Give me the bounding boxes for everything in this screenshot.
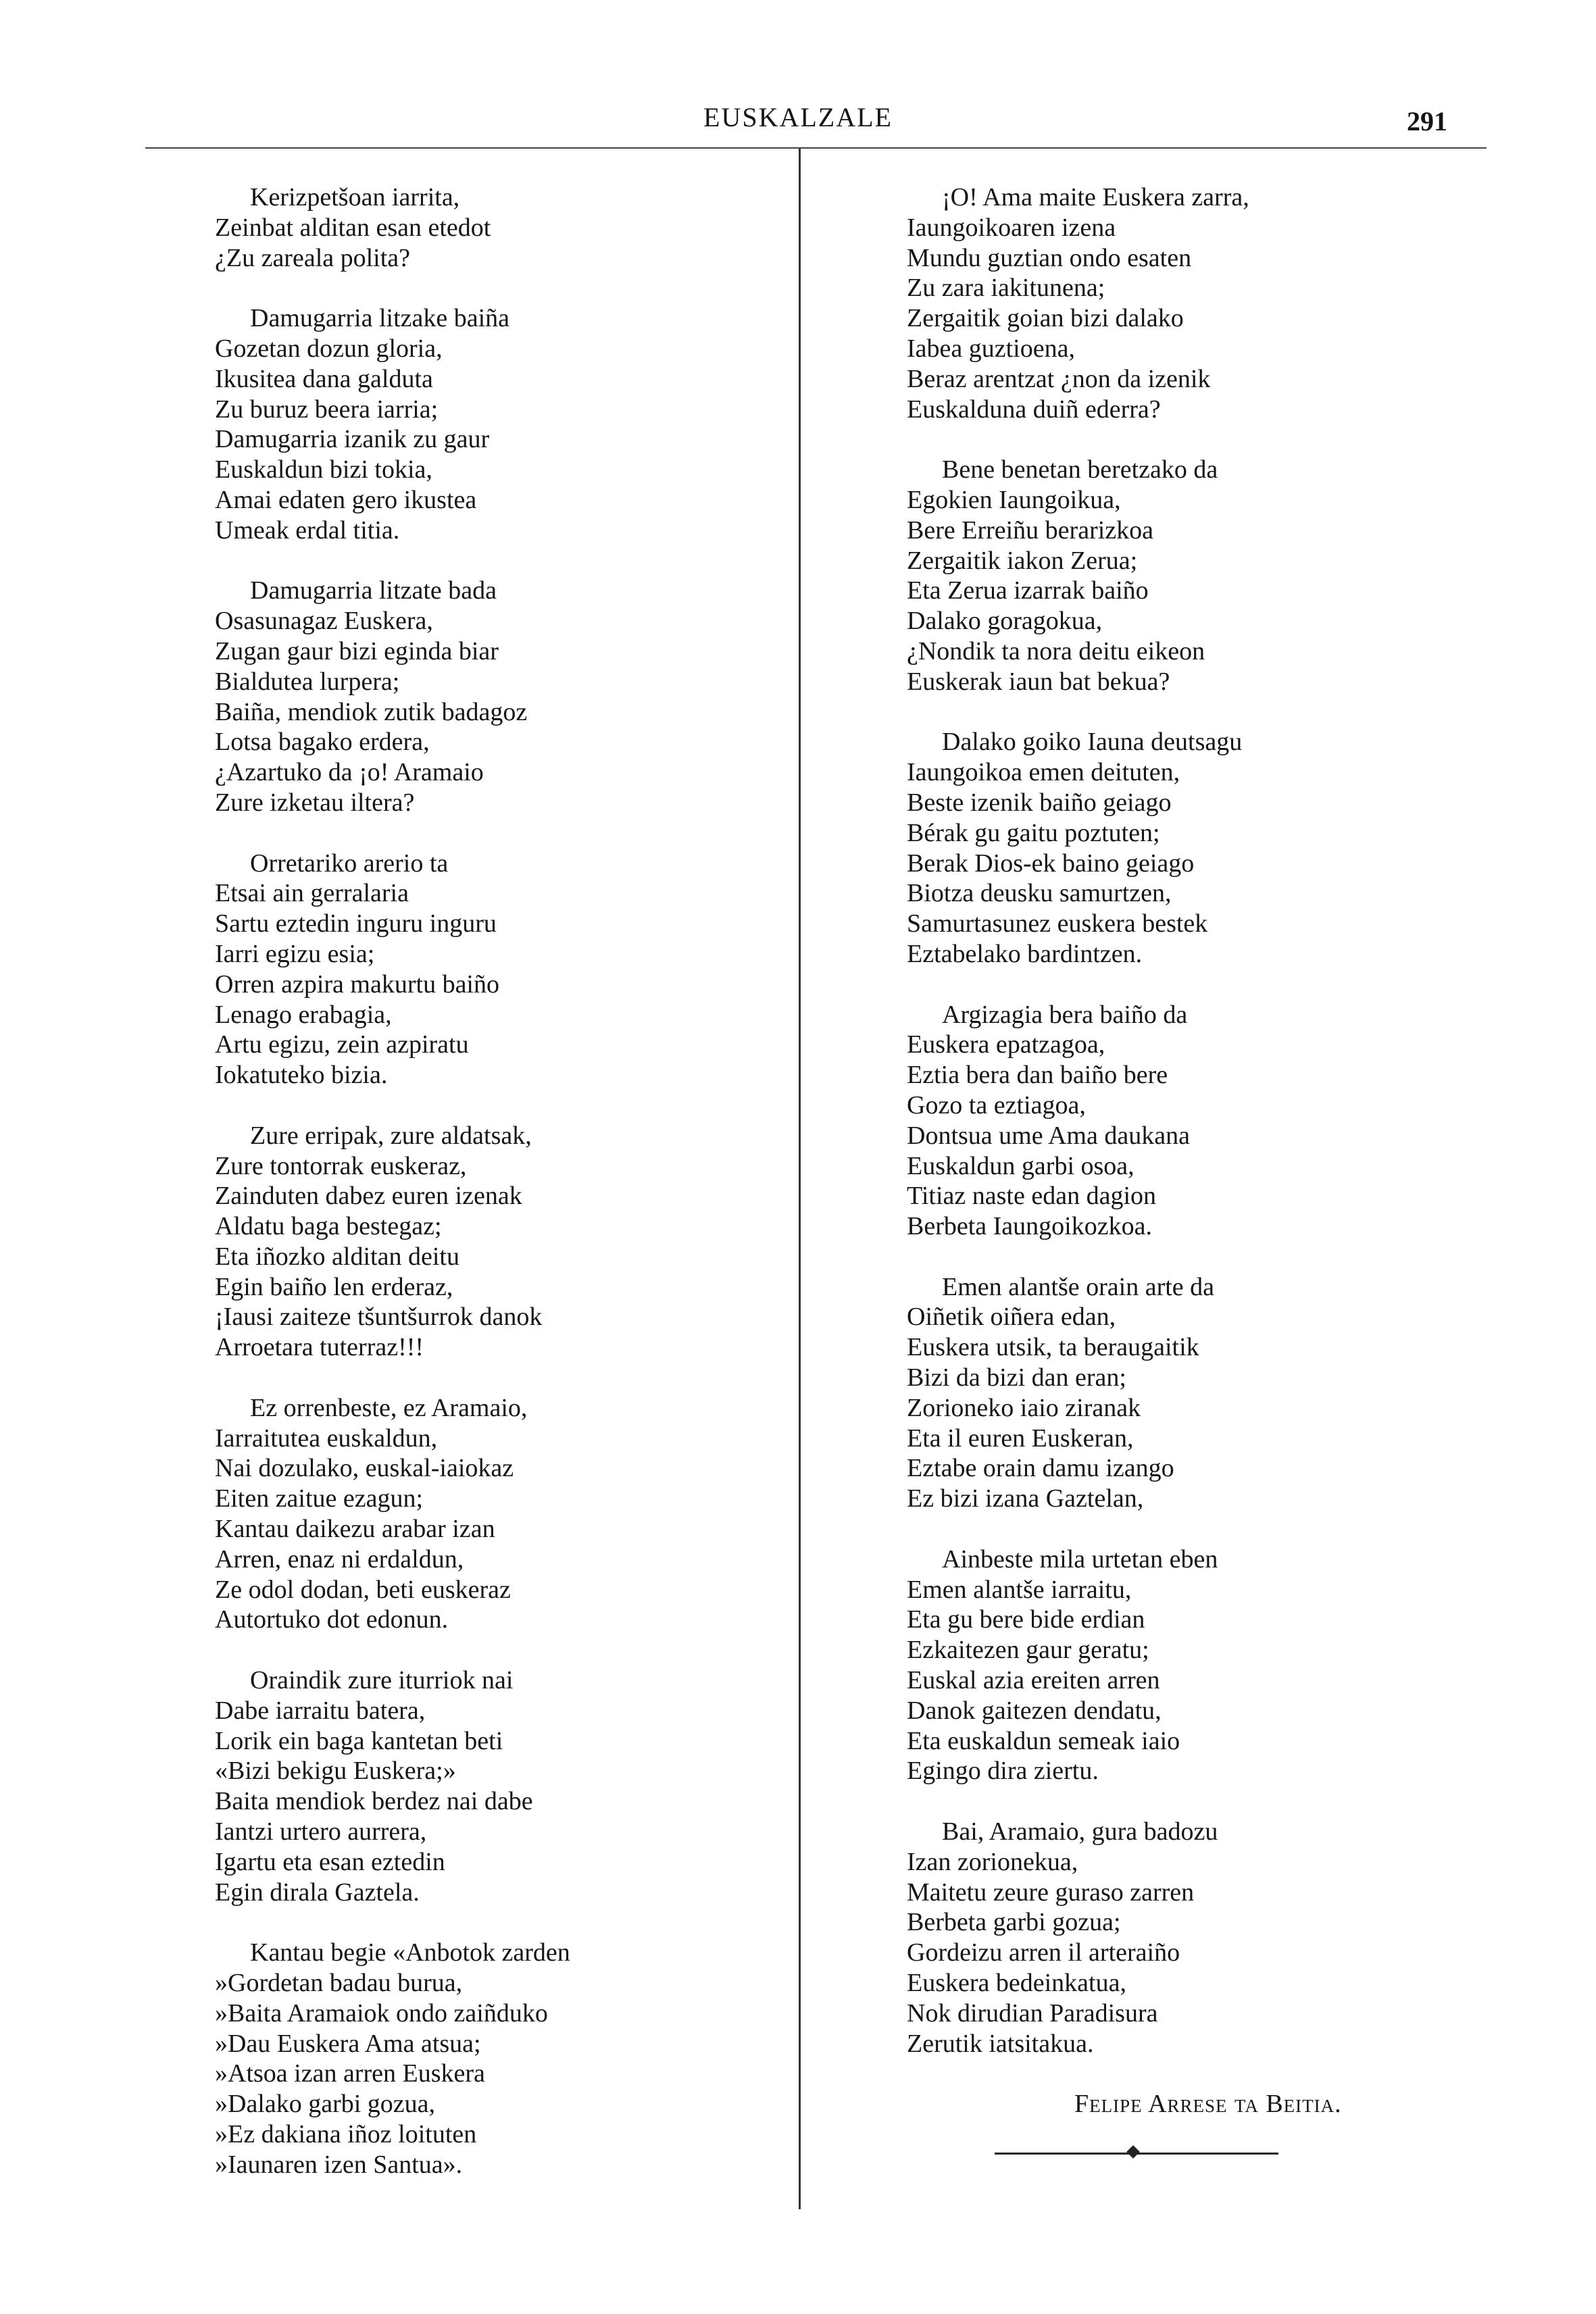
verse-line: Euskera epatzagoa, bbox=[907, 1030, 1105, 1059]
author-signature: Felipe Arrese ta Beitia. bbox=[1074, 2090, 1342, 2119]
verse-line: Arren, enaz ni erdaldun, bbox=[215, 1544, 464, 1574]
verse-line: ¿Azartuko da ¡o! Aramaio bbox=[215, 758, 484, 787]
verse-line: Samurtasunez euskera bestek bbox=[907, 909, 1208, 938]
verse-line: Iantzi urtero aurrera, bbox=[215, 1817, 427, 1846]
stanza bbox=[907, 1272, 1342, 1514]
column-divider bbox=[799, 149, 801, 2209]
ornament-diamond bbox=[1126, 2145, 1140, 2159]
verse-line: Egin baiño len erderaz, bbox=[215, 1272, 453, 1301]
verse-line: Umeak erdal titia. bbox=[215, 515, 400, 545]
stanza bbox=[907, 182, 1342, 424]
verse-line: Damugarria litzake baiña bbox=[250, 304, 510, 333]
stanza bbox=[215, 849, 570, 1090]
stanza bbox=[215, 1665, 570, 1907]
verse-line: Euskera utsik, ta beraugaitik bbox=[907, 1333, 1199, 1362]
verse-line: Gordeizu arren il arteraiño bbox=[907, 1938, 1180, 1967]
verse-line: Bialdutea lurpera; bbox=[215, 667, 400, 696]
stanza bbox=[907, 455, 1342, 697]
verse-line: Dabe iarraitu batera, bbox=[215, 1696, 426, 1725]
stanza bbox=[215, 1393, 570, 1635]
verse-line: Emen alantše orain arte da bbox=[942, 1272, 1215, 1301]
verse-line: ¿Zu zareala polita? bbox=[215, 243, 411, 272]
verse-line: Eta iñozko alditan deitu bbox=[215, 1242, 459, 1271]
running-title: EUSKALZALE bbox=[703, 102, 893, 132]
left-column bbox=[215, 182, 570, 2210]
verse-line: «Bizi bekigu Euskera;» bbox=[215, 1757, 456, 1786]
verse-line: Zu buruz beera iarria; bbox=[215, 395, 439, 424]
verse-line: Eta gu bere bide erdian bbox=[907, 1605, 1145, 1634]
verse-line: Zure izketau iltera? bbox=[215, 788, 415, 817]
stanza bbox=[215, 1121, 570, 1363]
verse-line: Ezkaitezen gaur geratu; bbox=[907, 1636, 1149, 1665]
stanza bbox=[907, 727, 1342, 969]
verse-line: Orren azpira makurtu baiño bbox=[215, 970, 499, 999]
verse-line: Beraz arentzat ¿non da izenik bbox=[907, 364, 1211, 393]
verse-line: Iabea guztioena, bbox=[907, 334, 1075, 363]
verse-line: Euskaldun garbi osoa, bbox=[907, 1151, 1134, 1180]
verse-line: Osasunagaz Euskera, bbox=[215, 607, 433, 636]
verse-line: Zorioneko iaio ziranak bbox=[907, 1393, 1141, 1422]
verse-line: Damugarria litzate bada bbox=[250, 576, 497, 605]
verse-line: »Ez dakiana iñoz loituten bbox=[215, 2120, 477, 2148]
verse-line: Ikusitea dana galduta bbox=[215, 364, 433, 393]
verse-line: Bai, Aramaio, gura badozu bbox=[942, 1817, 1218, 1846]
verse-line: Iokatuteko bizia. bbox=[215, 1061, 388, 1090]
verse-line: Baita mendiok berdez nai dabe bbox=[215, 1787, 533, 1816]
header-rule bbox=[145, 147, 1487, 149]
verse-line: Egokien Iaungoikua, bbox=[907, 485, 1121, 514]
verse-line: Gozetan dozun gloria, bbox=[215, 334, 443, 363]
verse-line: Danok gaitezen dendatu, bbox=[907, 1696, 1162, 1725]
verse-line: Berbeta garbi gozua; bbox=[907, 1908, 1121, 1937]
verse-line: Aldatu baga bestegaz; bbox=[215, 1212, 442, 1241]
verse-line: Zu zara iakitunena; bbox=[907, 274, 1105, 303]
stanza bbox=[907, 1817, 1342, 2059]
verse-line: Egingo dira ziertu. bbox=[907, 1757, 1099, 1786]
verse-line: ¡Iausi zaiteze tšuntšurrok danok bbox=[215, 1303, 543, 1332]
verse-line: Izan zorionekua, bbox=[907, 1847, 1078, 1876]
verse-line: Mundu guztian ondo esaten bbox=[907, 243, 1192, 272]
stanza bbox=[215, 182, 570, 273]
page-number: 291 bbox=[1407, 106, 1447, 136]
verse-line: Kerizpetšoan iarrita, bbox=[250, 183, 460, 211]
stanza bbox=[907, 1000, 1342, 1242]
verse-line: Gozo ta eztiagoa, bbox=[907, 1090, 1086, 1120]
stanza bbox=[215, 576, 570, 818]
verse-line: Ze odol dodan, beti euskeraz bbox=[215, 1575, 511, 1604]
verse-line: Euskaldun bizi tokia, bbox=[215, 455, 432, 484]
verse-line: Eztabe orain damu izango bbox=[907, 1454, 1174, 1483]
verse-line: Ainbeste mila urtetan eben bbox=[942, 1544, 1218, 1574]
verse-line: Zeinbat alditan esan etedot bbox=[215, 213, 491, 242]
verse-line: Orretariko arerio ta bbox=[250, 849, 449, 878]
verse-line: Euskera bedeinkatua, bbox=[907, 1969, 1126, 1998]
verse-line: Bérak gu gaitu poztuten; bbox=[907, 818, 1160, 847]
verse-line: Dalako goragokua, bbox=[907, 607, 1103, 636]
verse-line: Zainduten dabez euren izenak bbox=[215, 1182, 522, 1211]
verse-line: Egin dirala Gaztela. bbox=[215, 1878, 420, 1907]
verse-line: Titiaz naste edan dagion bbox=[907, 1182, 1157, 1211]
verse-line: Igartu eta esan eztedin bbox=[215, 1847, 445, 1876]
end-ornament bbox=[995, 2146, 1278, 2160]
verse-line: »Atsoa izan arren Euskera bbox=[215, 2059, 485, 2088]
verse-line: Iarraitutea euskaldun, bbox=[215, 1424, 438, 1453]
verse-line: Autortuko dot edonun. bbox=[215, 1605, 449, 1634]
verse-line: Eta Zerua izarrak baiño bbox=[907, 576, 1149, 605]
verse-line: Nai dozulako, euskal-iaiokaz bbox=[215, 1454, 514, 1483]
verse-line: Lenago erabagia, bbox=[215, 1000, 392, 1029]
verse-line: Maitetu zeure guraso zarren bbox=[907, 1878, 1195, 1907]
verse-line: Eta il euren Euskeran, bbox=[907, 1424, 1134, 1453]
verse-line: Oiñetik oiñera edan, bbox=[907, 1303, 1116, 1332]
stanza bbox=[907, 1544, 1342, 1786]
verse-line: Biotza deusku samurtzen, bbox=[907, 879, 1172, 908]
verse-line: Dalako goiko Iauna deutsagu bbox=[942, 728, 1243, 757]
verse-line: Bene benetan beretzako da bbox=[942, 455, 1218, 484]
verse-line: Arroetara tuterraz!!! bbox=[215, 1333, 424, 1362]
verse-line: Euskalduna duiñ ederra? bbox=[907, 395, 1161, 424]
verse-line: Zugan gaur bizi eginda biar bbox=[215, 636, 499, 665]
verse-line: Emen alantše iarraitu, bbox=[907, 1575, 1132, 1604]
verse-line: Ez orrenbeste, ez Aramaio, bbox=[250, 1393, 528, 1422]
verse-line: ¿Nondik ta nora deitu eikeon bbox=[907, 636, 1205, 665]
verse-line: Beste izenik baiño geiago bbox=[907, 788, 1172, 817]
verse-line: Kantau daikezu arabar izan bbox=[215, 1515, 495, 1544]
verse-line: »Dau Euskera Ama atsua; bbox=[215, 2029, 481, 2058]
verse-line: Lotsa bagako erdera, bbox=[215, 728, 430, 757]
stanza bbox=[215, 303, 570, 545]
verse-line: Dontsua ume Ama daukana bbox=[907, 1121, 1190, 1150]
verse-line: Amai edaten gero ikustea bbox=[215, 485, 477, 514]
verse-line: Artu egizu, zein azpiratu bbox=[215, 1030, 469, 1059]
verse-line: »Iaunaren izen Santua». bbox=[215, 2150, 463, 2179]
verse-line: Damugarria izanik zu gaur bbox=[215, 425, 490, 454]
verse-line: Zure erripak, zure aldatsak, bbox=[250, 1121, 532, 1150]
verse-line: Eta euskaldun semeak iaio bbox=[907, 1726, 1180, 1755]
verse-line: Euskal azia ereiten arren bbox=[907, 1666, 1160, 1695]
verse-line: Etsai ain gerralaria bbox=[215, 879, 409, 908]
verse-line: Eztia bera dan baiño bere bbox=[907, 1061, 1168, 1090]
verse-line: Zergaitik goian bizi dalako bbox=[907, 304, 1184, 333]
verse-line: Oraindik zure iturriok nai bbox=[250, 1666, 514, 1695]
verse-line: Eiten zaitue ezagun; bbox=[215, 1484, 424, 1513]
verse-line: Lorik ein baga kantetan beti bbox=[215, 1726, 503, 1755]
verse-line: Iaungoikoa emen deituten, bbox=[907, 758, 1180, 787]
verse-line: Iarri egizu esia; bbox=[215, 939, 375, 968]
right-column-stanzas bbox=[907, 182, 1342, 2059]
verse-line: »Dalako garbi gozua, bbox=[215, 2090, 436, 2119]
verse-line: Berbeta Iaungoikozkoa. bbox=[907, 1212, 1152, 1241]
verse-line: Ez bizi izana Gaztelan, bbox=[907, 1484, 1144, 1513]
verse-line: Bizi da bizi dan eran; bbox=[907, 1363, 1126, 1392]
verse-line: Argizagia bera baiño da bbox=[942, 1000, 1188, 1029]
verse-line: Zergaitik iakon Zerua; bbox=[907, 546, 1138, 575]
verse-line: Euskerak iaun bat bekua? bbox=[907, 667, 1170, 696]
stanza bbox=[215, 1938, 570, 2180]
verse-line: Zure tontorrak euskeraz, bbox=[215, 1151, 467, 1180]
verse-line: Sartu eztedin inguru inguru bbox=[215, 909, 497, 938]
verse-line: ¡O! Ama maite Euskera zarra, bbox=[942, 183, 1249, 211]
verse-line: Eztabelako bardintzen. bbox=[907, 939, 1143, 968]
verse-line: Iaungoikoaren izena bbox=[907, 213, 1116, 242]
right-column bbox=[907, 182, 1342, 2160]
verse-line: Bere Erreiñu berarizkoa bbox=[907, 515, 1154, 545]
verse-line: Zerutik iatsitakua. bbox=[907, 2029, 1094, 2058]
verse-line: Berak Dios-ek baino geiago bbox=[907, 849, 1195, 878]
verse-line: »Baita Aramaiok ondo zaiñduko bbox=[215, 1998, 548, 2028]
verse-line: Nok dirudian Paradisura bbox=[907, 1998, 1158, 2028]
verse-line: »Gordetan badau burua, bbox=[215, 1969, 463, 1998]
verse-line: Kantau begie «Anbotok zarden bbox=[250, 1938, 570, 1967]
verse-line: Baiña, mendiok zutik badagoz bbox=[215, 697, 528, 726]
